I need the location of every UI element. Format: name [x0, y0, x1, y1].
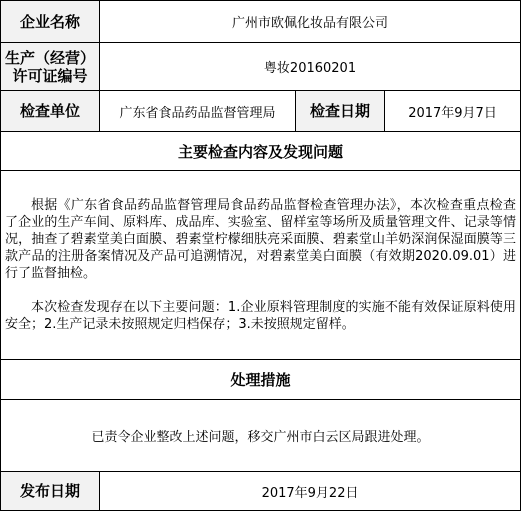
measures-title: 处理措施	[1, 360, 521, 400]
license-row	[1, 43, 521, 91]
license-label-line2: 许可证编号	[12, 66, 88, 85]
publish-row	[1, 472, 521, 511]
license-number-value: 粤妆20160201	[100, 43, 521, 91]
inspection-row	[1, 91, 521, 132]
license-label-line1: 生产（经营）	[4, 48, 95, 67]
publish-date-value: 2017年9月22日	[100, 472, 521, 511]
license-number-label	[1, 43, 100, 91]
measures-title-row	[1, 360, 521, 400]
inspection-unit-value: 广东省食品药品监督管理局	[100, 91, 296, 132]
measures-body-row	[1, 400, 521, 472]
inspection-date-value: 2017年9月7日	[385, 91, 521, 132]
company-row	[1, 1, 521, 43]
findings-title-row	[1, 132, 521, 171]
findings-title: 主要检查内容及发现问题	[1, 132, 521, 171]
inspection-date-label: 检查日期	[296, 91, 385, 132]
measures-text: 已责令企业整改上述问题，移交广州市白云区局跟进处理。	[1, 400, 521, 472]
findings-body	[1, 171, 521, 360]
inspection-unit-label: 检查单位	[1, 91, 100, 132]
publish-date-label: 发布日期	[1, 472, 100, 511]
company-name-label: 企业名称	[1, 1, 100, 43]
findings-body-row	[1, 171, 521, 360]
company-name-value: 广州市欧佩化妆品有限公司	[100, 1, 521, 43]
findings-paragraph-1: 根据《广东省食品药品监督管理局食品药品监督检查管理办法》，本次检查重点检查了企业的生产车间、原料库、成品库、实验室、留样室等场所及质量管理文件、记录等情况，抽查了碧素堂美白面膜、碧素堂柠檬细肤亮采面膜、碧素堂山羊奶深润保湿面膜等三款产品的注册备案情况及产品可追溯情况，对碧素堂美白面膜（有效期2020.09.01）进行了监督抽检。	[5, 198, 517, 281]
findings-paragraph-2: 本次检查发现存在以下主要问题：1.企业原料管理制度的实施不能有效保证原料使用安全；2.生产记录未按照规定归档保存；3.未按照规定留样。	[5, 300, 517, 332]
